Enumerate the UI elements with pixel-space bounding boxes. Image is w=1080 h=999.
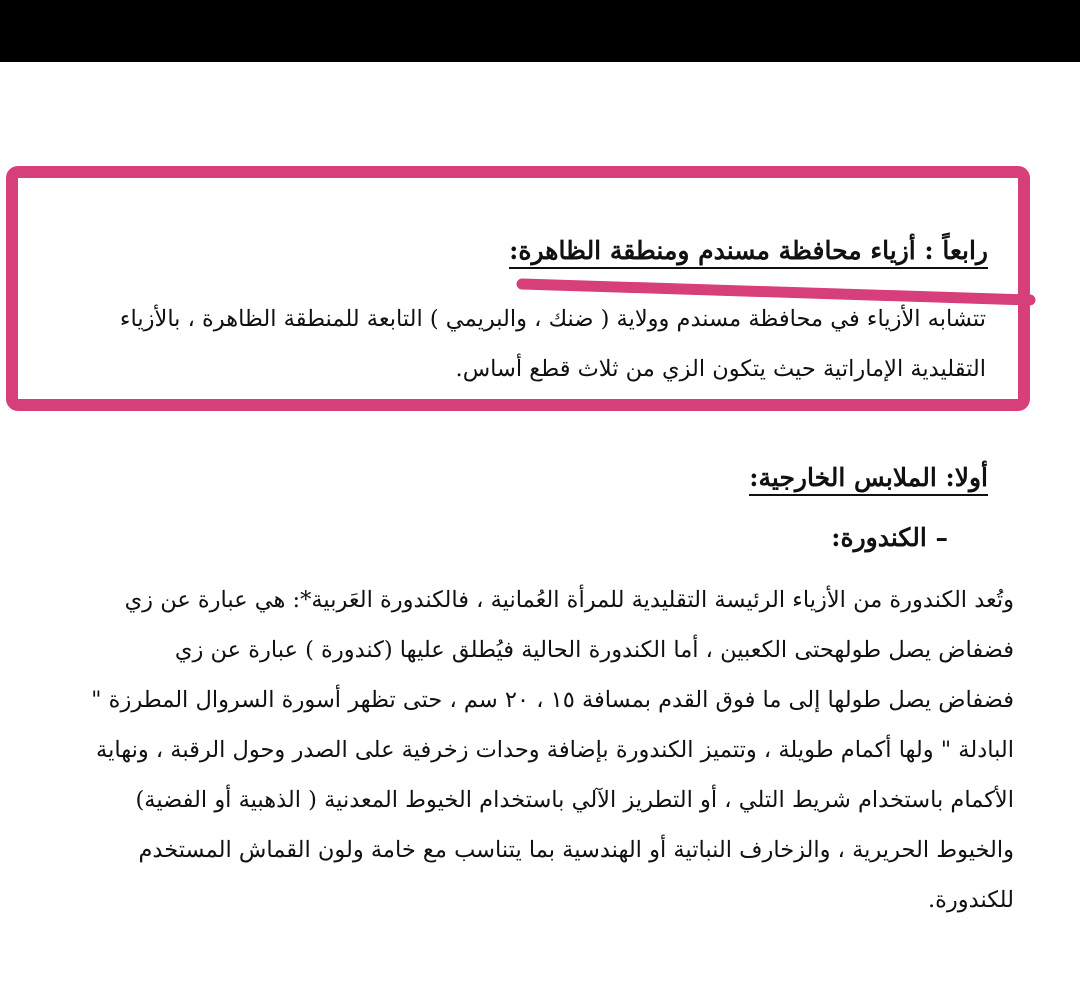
kandoura-paragraph xyxy=(24,575,1014,925)
paragraph-line: فضفاض يصل طولها إلى ما فوق القدم بمسافة ١٥ ، ٢٠ سم ، حتى تظهر أسورة السروال المطرزة " xyxy=(91,687,1014,713)
section-paragraph xyxy=(66,294,986,394)
paragraph-line: وتُعد الكندورة من الأزياء الرئيسة التقليدية للمرأة العُمانية ، فالكندورة العَربية*: هي عبارة عن زي xyxy=(124,587,1014,613)
top-black-bar xyxy=(0,0,1080,62)
outer-clothes-heading: أولا: الملابس الخارجية: xyxy=(749,463,988,496)
paragraph-line: تتشابه الأزياء في محافظة مسندم وولاية ( ضنك ، والبريمي ) التابعة للمنطقة الظاهرة ، بالأزياء xyxy=(119,306,986,332)
paragraph-line: البادلة " ولها أكمام طويلة ، وتتميز الكندورة بإضافة وحدات زخرفية على الصدر وحول الرقبة ، ونهاية xyxy=(96,737,1014,763)
paragraph-line: التقليدية الإماراتية حيث يتكون الزي من ثلاث قطع أساس. xyxy=(455,356,986,382)
paragraph-line: للكندورة. xyxy=(927,887,1014,913)
paragraph-line: الأكمام باستخدام شريط التلي ، أو التطريز الآلي باستخدام الخيوط المعدنية ( الذهبية أو الفضية) xyxy=(135,787,1014,813)
kandoura-subheading: – الكندورة: xyxy=(831,523,948,552)
paragraph-line: والخيوط الحريرية ، والزخارف النباتية أو الهندسية بما يتناسب مع خامة ولون القماش المستخدم xyxy=(138,837,1014,863)
section-heading-musandam-dhahirah: رابعاً : أزياء محافظة مسندم ومنطقة الظاهرة: xyxy=(509,236,988,269)
paragraph-line: فضفاض يصل طولهحتى الكعبين ، أما الكندورة الحالية فيُطلق عليها (كندورة ) عبارة عن زي xyxy=(174,637,1014,663)
